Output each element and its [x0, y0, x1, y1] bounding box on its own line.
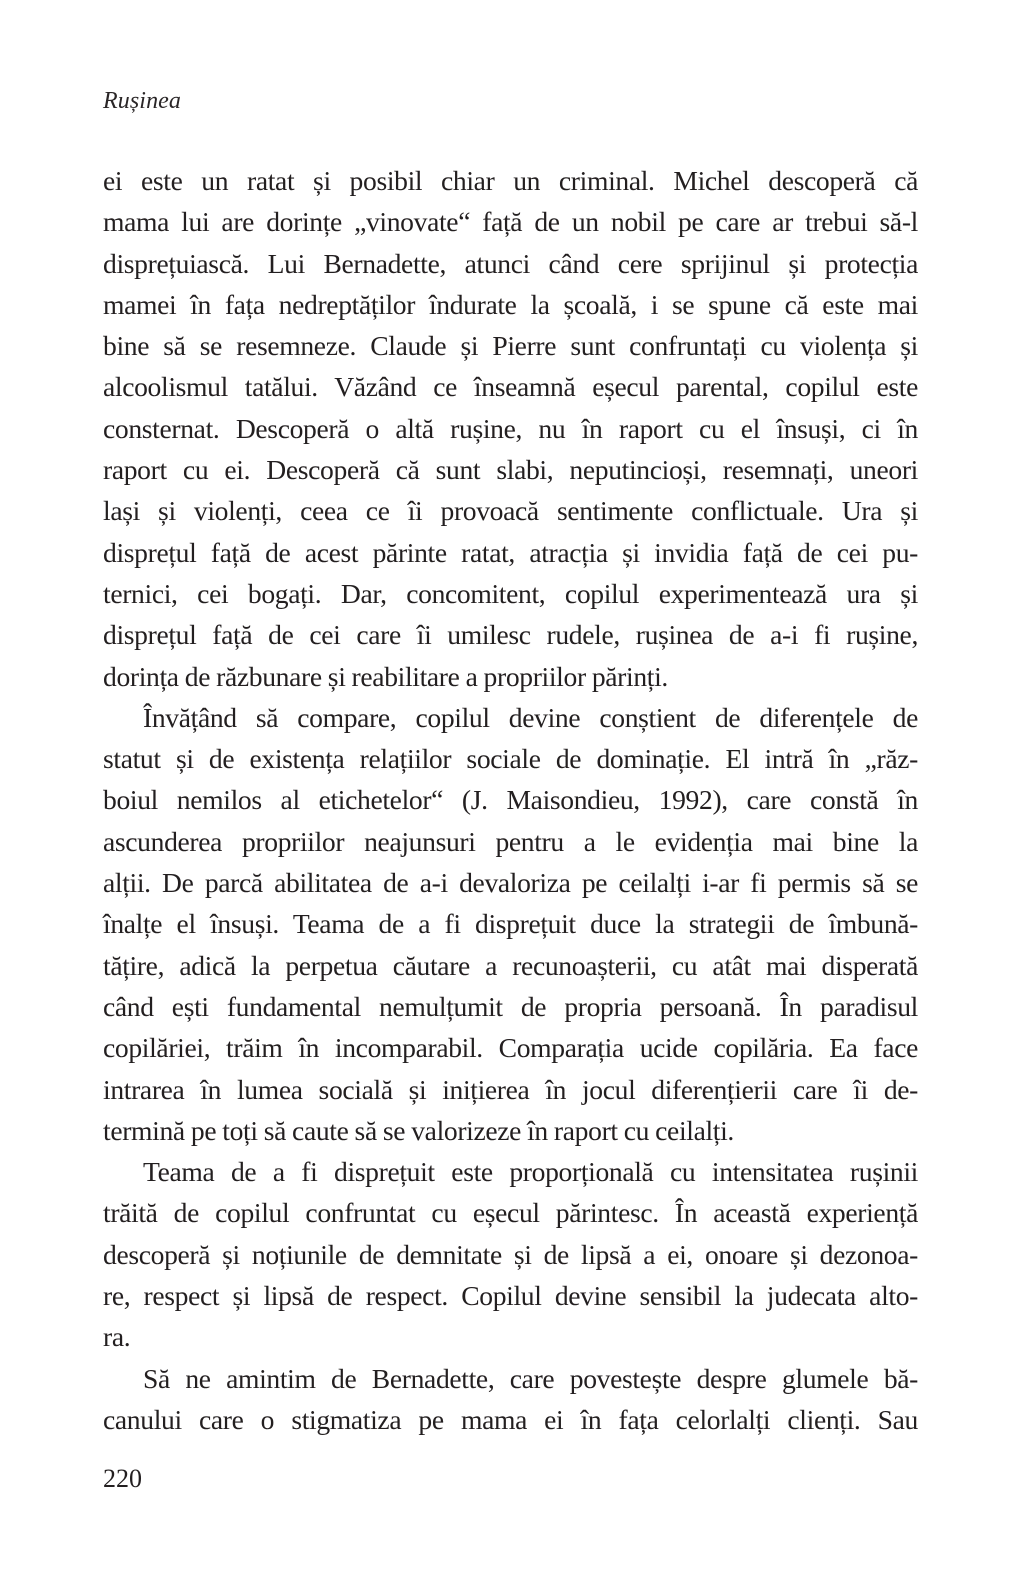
running-head: Rușinea: [103, 88, 182, 114]
text-line: trăită de copilul confruntat cu eșecul părintesc. În această experiență: [103, 1197, 918, 1229]
text-line: lași și violenți, ceea ce îi provoacă sentimente conflictuale. Ura și: [103, 495, 918, 527]
text-line: canului care o stigmatiza pe mama ei în fața celorlalți clienți. Sau: [103, 1403, 918, 1435]
text-line: ra.: [103, 1321, 131, 1353]
text-line: ei este un ratat și posibil chiar un criminal. Michel descoperă că: [103, 165, 918, 196]
text-line: raport cu ei. Descoperă că sunt slabi, neputincioși, resemnați, uneori: [103, 454, 918, 486]
text-line: ternici, cei bogați. Dar, concomitent, copilul experimentează ura și: [103, 577, 918, 609]
text-line: termină pe toți să caute să se valorizeze în raport cu ceilalți.: [103, 1114, 734, 1146]
text-line: disprețul față de cei care îi umilesc rudele, rușinea de a-i fi rușine,: [103, 619, 918, 651]
paragraph: [103, 160, 918, 697]
text-line: alcoolismul tatălui. Văzând ce înseamnă eșecul parental, copilul este: [103, 371, 918, 403]
text-line: dorința de răzbunare și reabilitare a propriilor părinți.: [103, 660, 668, 692]
paragraph: [103, 697, 918, 1151]
text-line: ascunderea propriilor neajunsuri pentru a le evidenția mai bine la: [103, 825, 918, 857]
text-line: bine să se resemneze. Claude și Pierre sunt confruntați cu violența și: [103, 330, 918, 362]
text-line: re, respect și lipsă de respect. Copilul devine sensibil la judecata alto-: [103, 1280, 918, 1312]
text-line: Teama de a fi disprețuit este proporțională cu intensitatea rușinii: [143, 1156, 918, 1188]
text-line: intrarea în lumea socială și inițierea în jocul diferențierii care îi de-: [103, 1073, 918, 1105]
paragraph: [103, 1358, 918, 1441]
text-line: Învățând să compare, copilul devine conștient de diferențele de: [143, 701, 918, 733]
text-line: înalțe el însuși. Teama de a fi disprețuit duce la strategii de îmbună-: [103, 908, 918, 940]
paragraph: [103, 1151, 918, 1357]
text-line: descoperă și noțiunile de demnitate și de lipsă a ei, onoare și dezonoa-: [103, 1238, 918, 1270]
text-line: alții. De parcă abilitatea de a-i devaloriza pe ceilalți i-ar fi permis să se: [103, 867, 918, 899]
text-line: statut și de existența relațiilor sociale de dominație. El intră în „răz-: [103, 743, 918, 775]
text-line: mamei în fața nedreptăților îndurate la școală, i se spune că este mai: [103, 288, 918, 320]
text-line: disprețul față de acest părinte ratat, atracția și invidia față de cei pu-: [103, 536, 918, 568]
page-number: 220: [103, 1464, 142, 1493]
text-line: când ești fundamental nemulțumit de propria persoană. În paradisul: [103, 990, 918, 1022]
text-line: disprețuiască. Lui Bernadette, atunci când cere sprijinul și protecția: [103, 247, 918, 279]
text-line: boiul nemilos al etichetelor“ (J. Maisondieu, 1992), care constă în: [103, 784, 918, 816]
text-line: mama lui are dorințe „vinovate“ față de un nobil pe care ar trebui să-l: [103, 206, 918, 238]
text-line: copilăriei, trăim în incomparabil. Comparația ucide copilăria. Ea face: [103, 1032, 918, 1064]
body-text: [103, 160, 918, 1440]
text-line: Să ne amintim de Bernadette, care povestește despre glumele bă-: [143, 1362, 918, 1394]
text-line: consternat. Descoperă o altă rușine, nu în raport cu el însuși, ci în: [103, 412, 918, 444]
text-line: tățire, adică la perpetua căutare a recunoașterii, cu atât mai disperată: [103, 949, 918, 981]
